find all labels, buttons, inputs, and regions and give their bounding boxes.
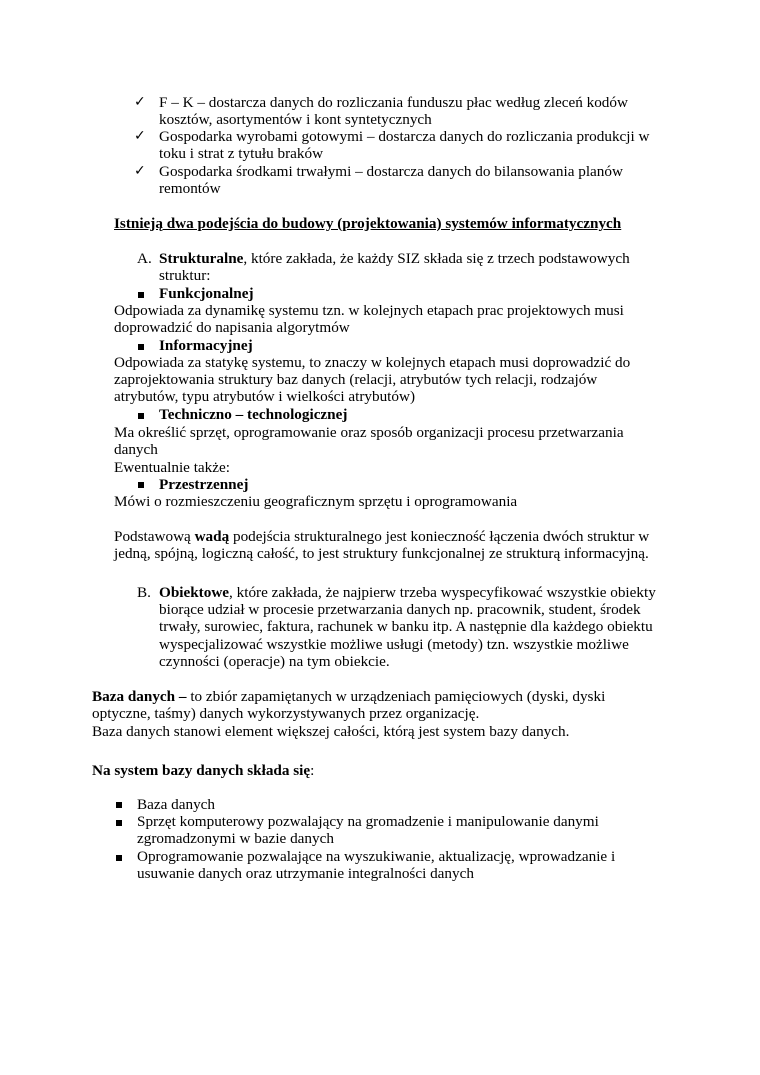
list-letter-a: A. (137, 250, 152, 267)
bullet-square-icon (116, 802, 122, 808)
system-heading-colon: : (310, 762, 315, 779)
system-item-3: Oprogramowanie pozwalające na wyszukiwanie, aktualizację, wprowadzanie i usuwanie danych oraz utrzymanie integralności danych (137, 848, 616, 883)
section-heading: Istnieją dwa podejścia do budowy (projektowania) systemów informatycznych (114, 215, 622, 232)
checkmark-icon: ✓ (134, 128, 146, 144)
bullet-square-icon (116, 855, 122, 861)
structural-intro (159, 250, 659, 284)
system-heading (92, 762, 314, 779)
system-heading-bold: Na system bazy danych składa się (92, 762, 311, 779)
bullet-square-icon (138, 344, 144, 350)
checkmark-icon: ✓ (134, 94, 146, 110)
objective-paragraph (159, 584, 669, 670)
drawback-emphasis: wadą (194, 528, 230, 545)
structure-name-informational: Informacyjnej (159, 337, 253, 354)
optionally-label: Ewentualnie także: (114, 459, 230, 476)
bullet-square-icon (116, 820, 122, 826)
structure-name-spatial: Przestrzennej (159, 476, 249, 493)
check-item-3: Gospodarka środkami trwałymi – dostarcza danych do bilansowania planów remontów (159, 163, 623, 198)
database-desc: to zbiór zapamiętanych w urządzeniach pamięciowych (dyski, dyski optyczne, taśmy) danych wykorzystywanych przez organizację. (92, 688, 606, 723)
system-item-2: Sprzęt komputerowy pozwalający na gromadzenie i manipulowanie danymi zgromadzonymi w bazie danych (137, 813, 599, 848)
structure-desc-functional: Odpowiada za dynamikę systemu tzn. w kolejnych etapach prac projektowych musi doprowadzić do napisania algorytmów (114, 302, 624, 337)
drawback-text-1: Podstawową (114, 528, 195, 545)
database-term: Baza danych – (92, 688, 187, 705)
database-note: Baza danych stanowi element większej całości, którą jest system bazy danych. (92, 723, 570, 740)
check-item-2: Gospodarka wyrobami gotowymi – dostarcza danych do rozliczania produkcji w toku i strat z tytułu braków (159, 128, 650, 163)
bullet-square-icon (138, 413, 144, 419)
structure-desc-technical: Ma określić sprzęt, oprogramowanie oraz sposób organizacji procesu przetwarzania danych (114, 424, 624, 459)
system-item-1: Baza danych (137, 796, 216, 813)
structure-name-functional: Funkcjonalnej (159, 285, 254, 302)
check-item-1: F – K – dostarcza danych do rozliczania funduszu płac według zleceń kodów kosztów, asortymentów i kont syntetycznych (159, 94, 628, 129)
drawback-paragraph (114, 528, 659, 562)
objective-term: Obiektowe (159, 584, 230, 601)
structural-term: Strukturalne (159, 250, 244, 267)
checkmark-icon: ✓ (134, 163, 146, 179)
list-letter-b: B. (137, 584, 151, 601)
database-definition (92, 688, 622, 722)
objective-desc: , które zakłada, że najpierw trzeba wyspecyfikować wszystkie obiekty biorące udział w procesie przetwarzania danych np. pracownik, student, środek trwały, surowiec, faktura, rachunek w banku itp. A następnie dla każdego obiektu wyspecjalizować wszystkie możliwe usługi (metody) tzn. wszystkie możliwe czynności (operacje) na tym obiekcie. (159, 584, 656, 670)
structure-name-technical: Techniczno – technologicznej (159, 406, 348, 423)
structure-desc-informational: Odpowiada za statykę systemu, to znaczy w kolejnych etapach musi doprowadzić do zaprojektowania struktury baz danych (relacji, atrybutów tych relacji, rodzajów atrybutów, typu atrybutów i wielkości atrybutów) (114, 354, 631, 406)
bullet-square-icon (138, 292, 144, 298)
drawback-text-2: podejścia strukturalnego jest konieczność łączenia dwóch struktur w jedną, spójną, logiczną całość, to jest struktury funkcjonalnej ze strukturą informacyjną. (114, 528, 650, 563)
structural-desc: , które zakłada, że każdy SIZ składa się z trzech podstawowych struktur: (159, 250, 630, 285)
structure-desc-spatial: Mówi o rozmieszczeniu geograficznym sprzętu i oprogramowania (114, 493, 518, 510)
bullet-square-icon (138, 482, 144, 488)
